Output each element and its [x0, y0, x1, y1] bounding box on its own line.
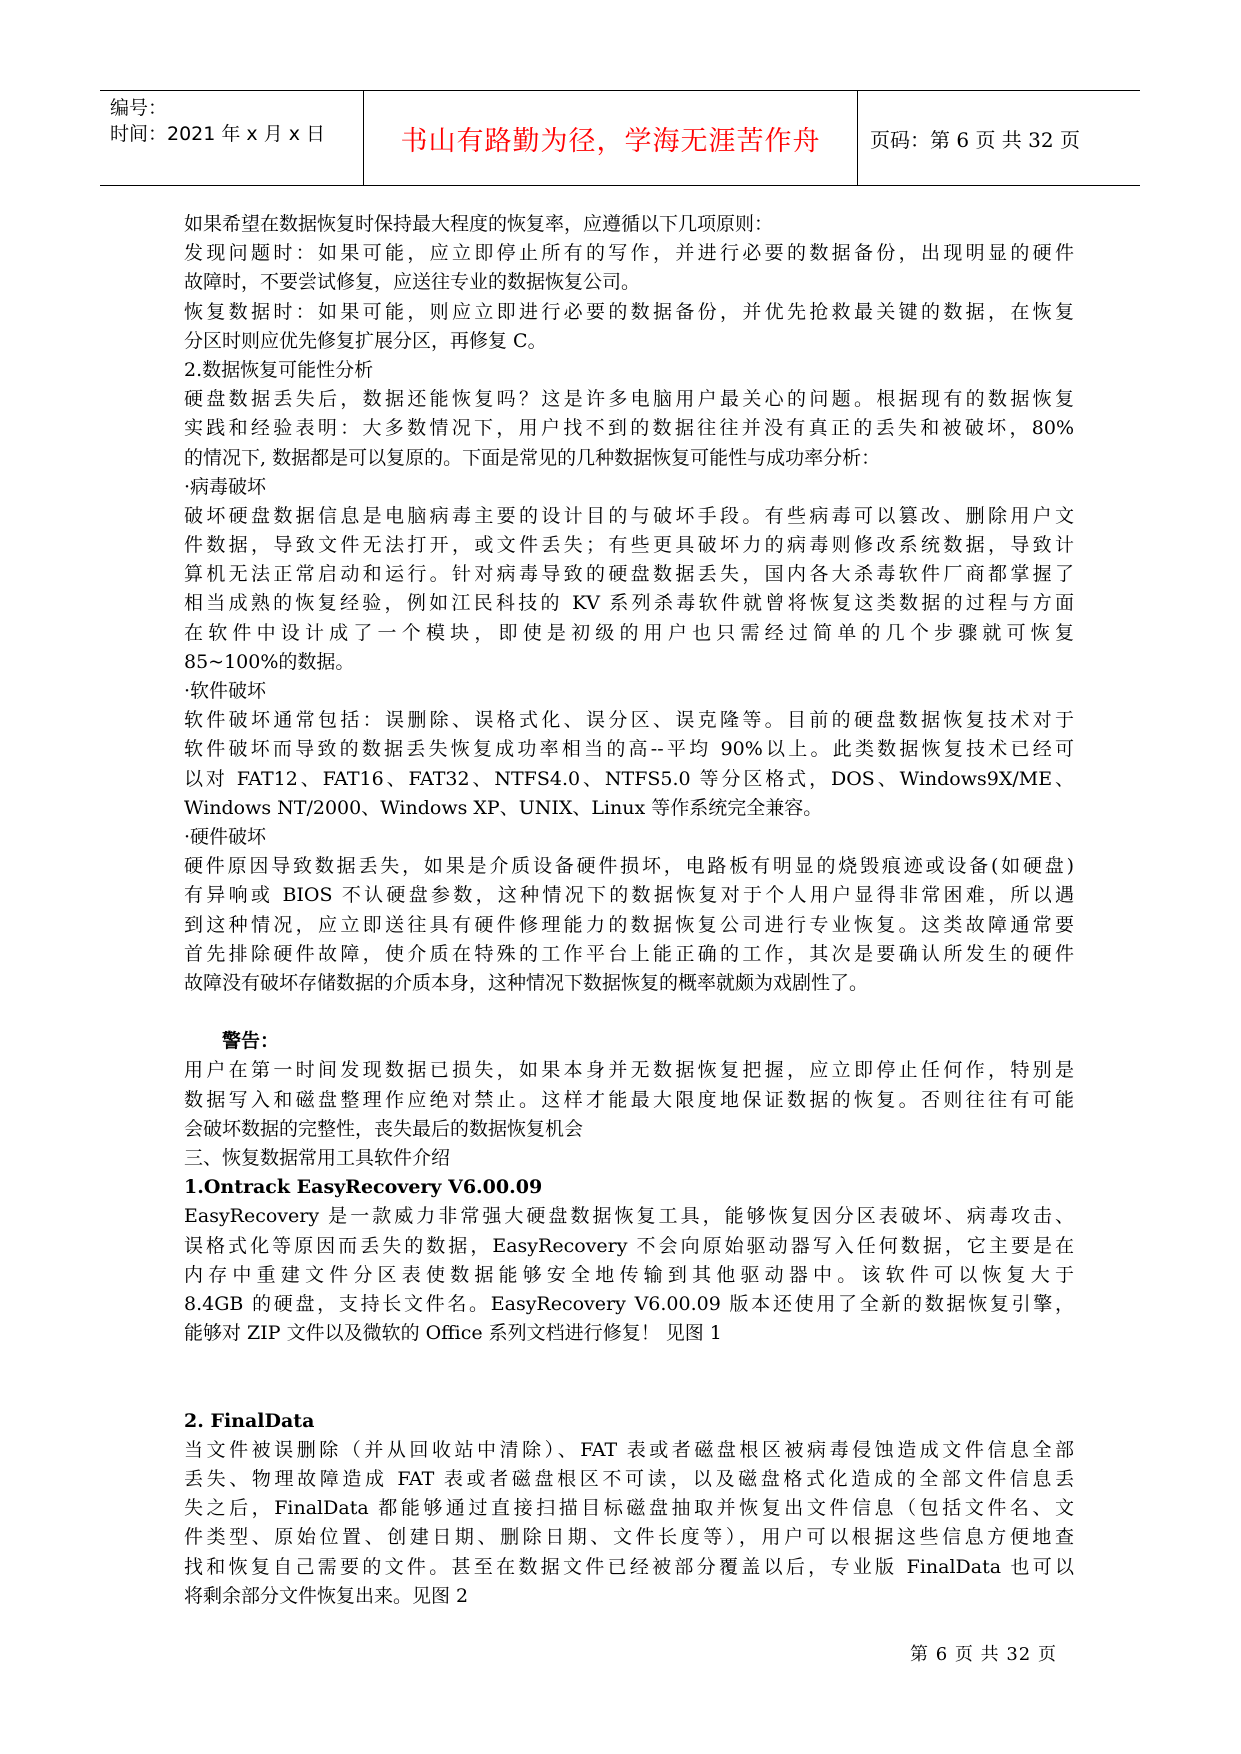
document-header [100, 90, 1140, 186]
body-line: 在软件中设计成了一个模块，即使是初级的用户也只需经过简单的几个步骤就可恢复 [184, 621, 1074, 644]
body-line: EasyRecovery 是一款威力非常强大硬盘数据恢复工具，能够恢复因分区表破坏、病毒攻击、 [184, 1205, 1074, 1228]
body-line: 实践和经验表明：大多数情况下，用户找不到的数据往往并没有真正的丢失和被破坏，80% [184, 417, 1074, 440]
body-line: 故障时，不要尝试修复，应送往专业的数据恢复公司。 [184, 271, 641, 294]
body-line: 找和恢复自己需要的文件。甚至在数据文件已经被部分覆盖以后，专业版 FinalData 也可以 [184, 1555, 1074, 1578]
body-line: 件类型、原始位置、创建日期、删除日期、文件长度等），用户可以根据这些信息方便地查 [184, 1526, 1074, 1549]
body-line: 软件破坏通常包括：误删除、误格式化、误分区、误克隆等。目前的硬盘数据恢复技术对于 [184, 709, 1074, 732]
body-line: 硬件原因导致数据丢失，如果是介质设备硬件损坏，电路板有明显的烧毁痕迹或设备(如硬盘) [184, 855, 1074, 878]
body-line: 当文件被误删除（并从回收站中清除）、FAT 表或者磁盘根区被病毒侵蚀造成文件信息全部 [184, 1438, 1074, 1461]
body-line: 能够对 ZIP 文件以及微软的 Office 系列文档进行修复！ 见图 1 [184, 1322, 722, 1345]
body-line: 恢复数据时：如果可能，则应立即进行必要的数据备份，并优先抢救最关键的数据，在恢复 [184, 300, 1074, 323]
body-line: 软件破坏而导致的数据丢失恢复成功率相当的高--平均 90%以上。此类数据恢复技术已经可 [184, 738, 1074, 761]
header-page-label: 页码：第 6 页 共 32 页 [870, 127, 1080, 152]
body-line: 首先排除硬件故障，使介质在特殊的工作平台上能正确的工作，其次是要确认所发生的硬件 [184, 942, 1074, 965]
tool-heading: 1.Ontrack EasyRecovery V6.00.09 [184, 1176, 543, 1199]
body-line: 失之后，FinalData 都能够通过直接扫描目标磁盘抽取并恢复出文件信息（包括文件名、文 [184, 1497, 1074, 1520]
blank-line [184, 1348, 1074, 1377]
subsection-heading: ·病毒破坏 [184, 475, 267, 498]
section-heading: 2.数据恢复可能性分析 [184, 358, 374, 381]
body-line: 分区时则应优先修复扩展分区，再修复 C。 [184, 329, 547, 352]
subsection-heading: ·软件破坏 [184, 680, 267, 702]
body-line: 8.4GB 的硬盘，支持长文件名。EasyRecovery V6.00.09 版本还使用了全新的数据恢复引擎， [184, 1292, 1074, 1315]
body-line: 件数据，导致文件无法打开，或文件丢失；有些更具破坏力的病毒则修改系统数据，导致计 [184, 534, 1074, 557]
body-line: 发现问题时：如果可能，应立即停止所有的写作，并进行必要的数据备份，出现明显的硬件 [184, 242, 1074, 265]
document-body [184, 210, 1074, 1611]
body-line: 以对 FAT12、FAT16、FAT32、NTFS4.0、NTFS5.0 等分区格式，DOS、Windows9X/ME、 [184, 767, 1074, 790]
blank-line [184, 1378, 1074, 1407]
body-line: 内存中重建文件分区表使数据能够安全地传输到其他驱动器中。该软件可以恢复大于 [184, 1263, 1074, 1286]
body-line: 数据写入和磁盘整理作应绝对禁止。这样才能最大限度地保证数据的恢复。否则往往有可能 [184, 1088, 1074, 1111]
page-footer: 第 6 页 共 32 页 [910, 1644, 1057, 1665]
body-line: 85~100%的数据。 [184, 650, 355, 673]
body-line: 破坏硬盘数据信息是电脑病毒主要的设计目的与破坏手段。有些病毒可以篡改、删除用户文 [184, 504, 1074, 527]
body-line: 用户在第一时间发现数据已损失，如果本身并无数据恢复把握，应立即停止任何作，特别是 [184, 1059, 1074, 1082]
section-heading: 三、恢复数据常用工具软件介绍 [184, 1147, 451, 1169]
body-line: 有异响或 BIOS 不认硬盘参数，这种情况下的数据恢复对于个人用户显得非常困难，所以遇 [184, 884, 1074, 907]
body-line: 算机无法正常启动和运行。针对病毒导致的硬盘数据丢失，国内各大杀毒软件厂商都掌握了 [184, 563, 1074, 586]
doc-number-label: 编号： [110, 97, 168, 119]
body-line: 相当成熟的恢复经验，例如江民科技的 KV 系列杀毒软件就曾将恢复这类数据的过程与方面 [184, 592, 1074, 615]
doc-time-label: 时间：2021 年 x 月 x 日 [110, 123, 326, 145]
body-line: 会破坏数据的完整性，丧失最后的数据恢复机会 [184, 1117, 584, 1140]
body-line: Windows NT/2000、Windows XP、UNIX、Linux 等作系统完全兼容。 [184, 796, 823, 819]
body-line: 将剩余部分文件恢复出来。见图 2 [184, 1584, 469, 1607]
body-line: 硬盘数据丢失后，数据还能恢复吗？这是许多电脑用户最关心的问题。根据现有的数据恢复 [184, 388, 1074, 411]
header-motto: 书山有路勤为径，学海无涯苦作舟 [364, 91, 858, 185]
body-line: 到这种情况，应立即送往具有硬件修理能力的数据恢复公司进行专业恢复。这类故障通常要 [184, 913, 1074, 936]
body-line: 丢失、物理故障造成 FAT 表或者磁盘根区不可读，以及磁盘格式化造成的全部文件信息丢 [184, 1468, 1074, 1491]
blank-line [184, 998, 1074, 1027]
header-meta [100, 91, 364, 185]
tool-heading: 2. FinalData [184, 1409, 315, 1432]
body-line: 误格式化等原因而丢失的数据，EasyRecovery 不会向原始驱动器写入任何数据，它主要是在 [184, 1234, 1074, 1257]
body-line: 如果希望在数据恢复时保持最大程度的恢复率，应遵循以下几项原则： [184, 213, 774, 235]
body-line: 的情况下, 数据都是可以复原的。下面是常见的几种数据恢复可能性与成功率分析： [184, 446, 881, 469]
warning-heading: 警告： [222, 1030, 280, 1053]
body-line: 故障没有破坏存储数据的介质本身，这种情况下数据恢复的概率就颇为戏剧性了。 [184, 971, 869, 994]
subsection-heading: ·硬件破坏 [184, 825, 267, 848]
